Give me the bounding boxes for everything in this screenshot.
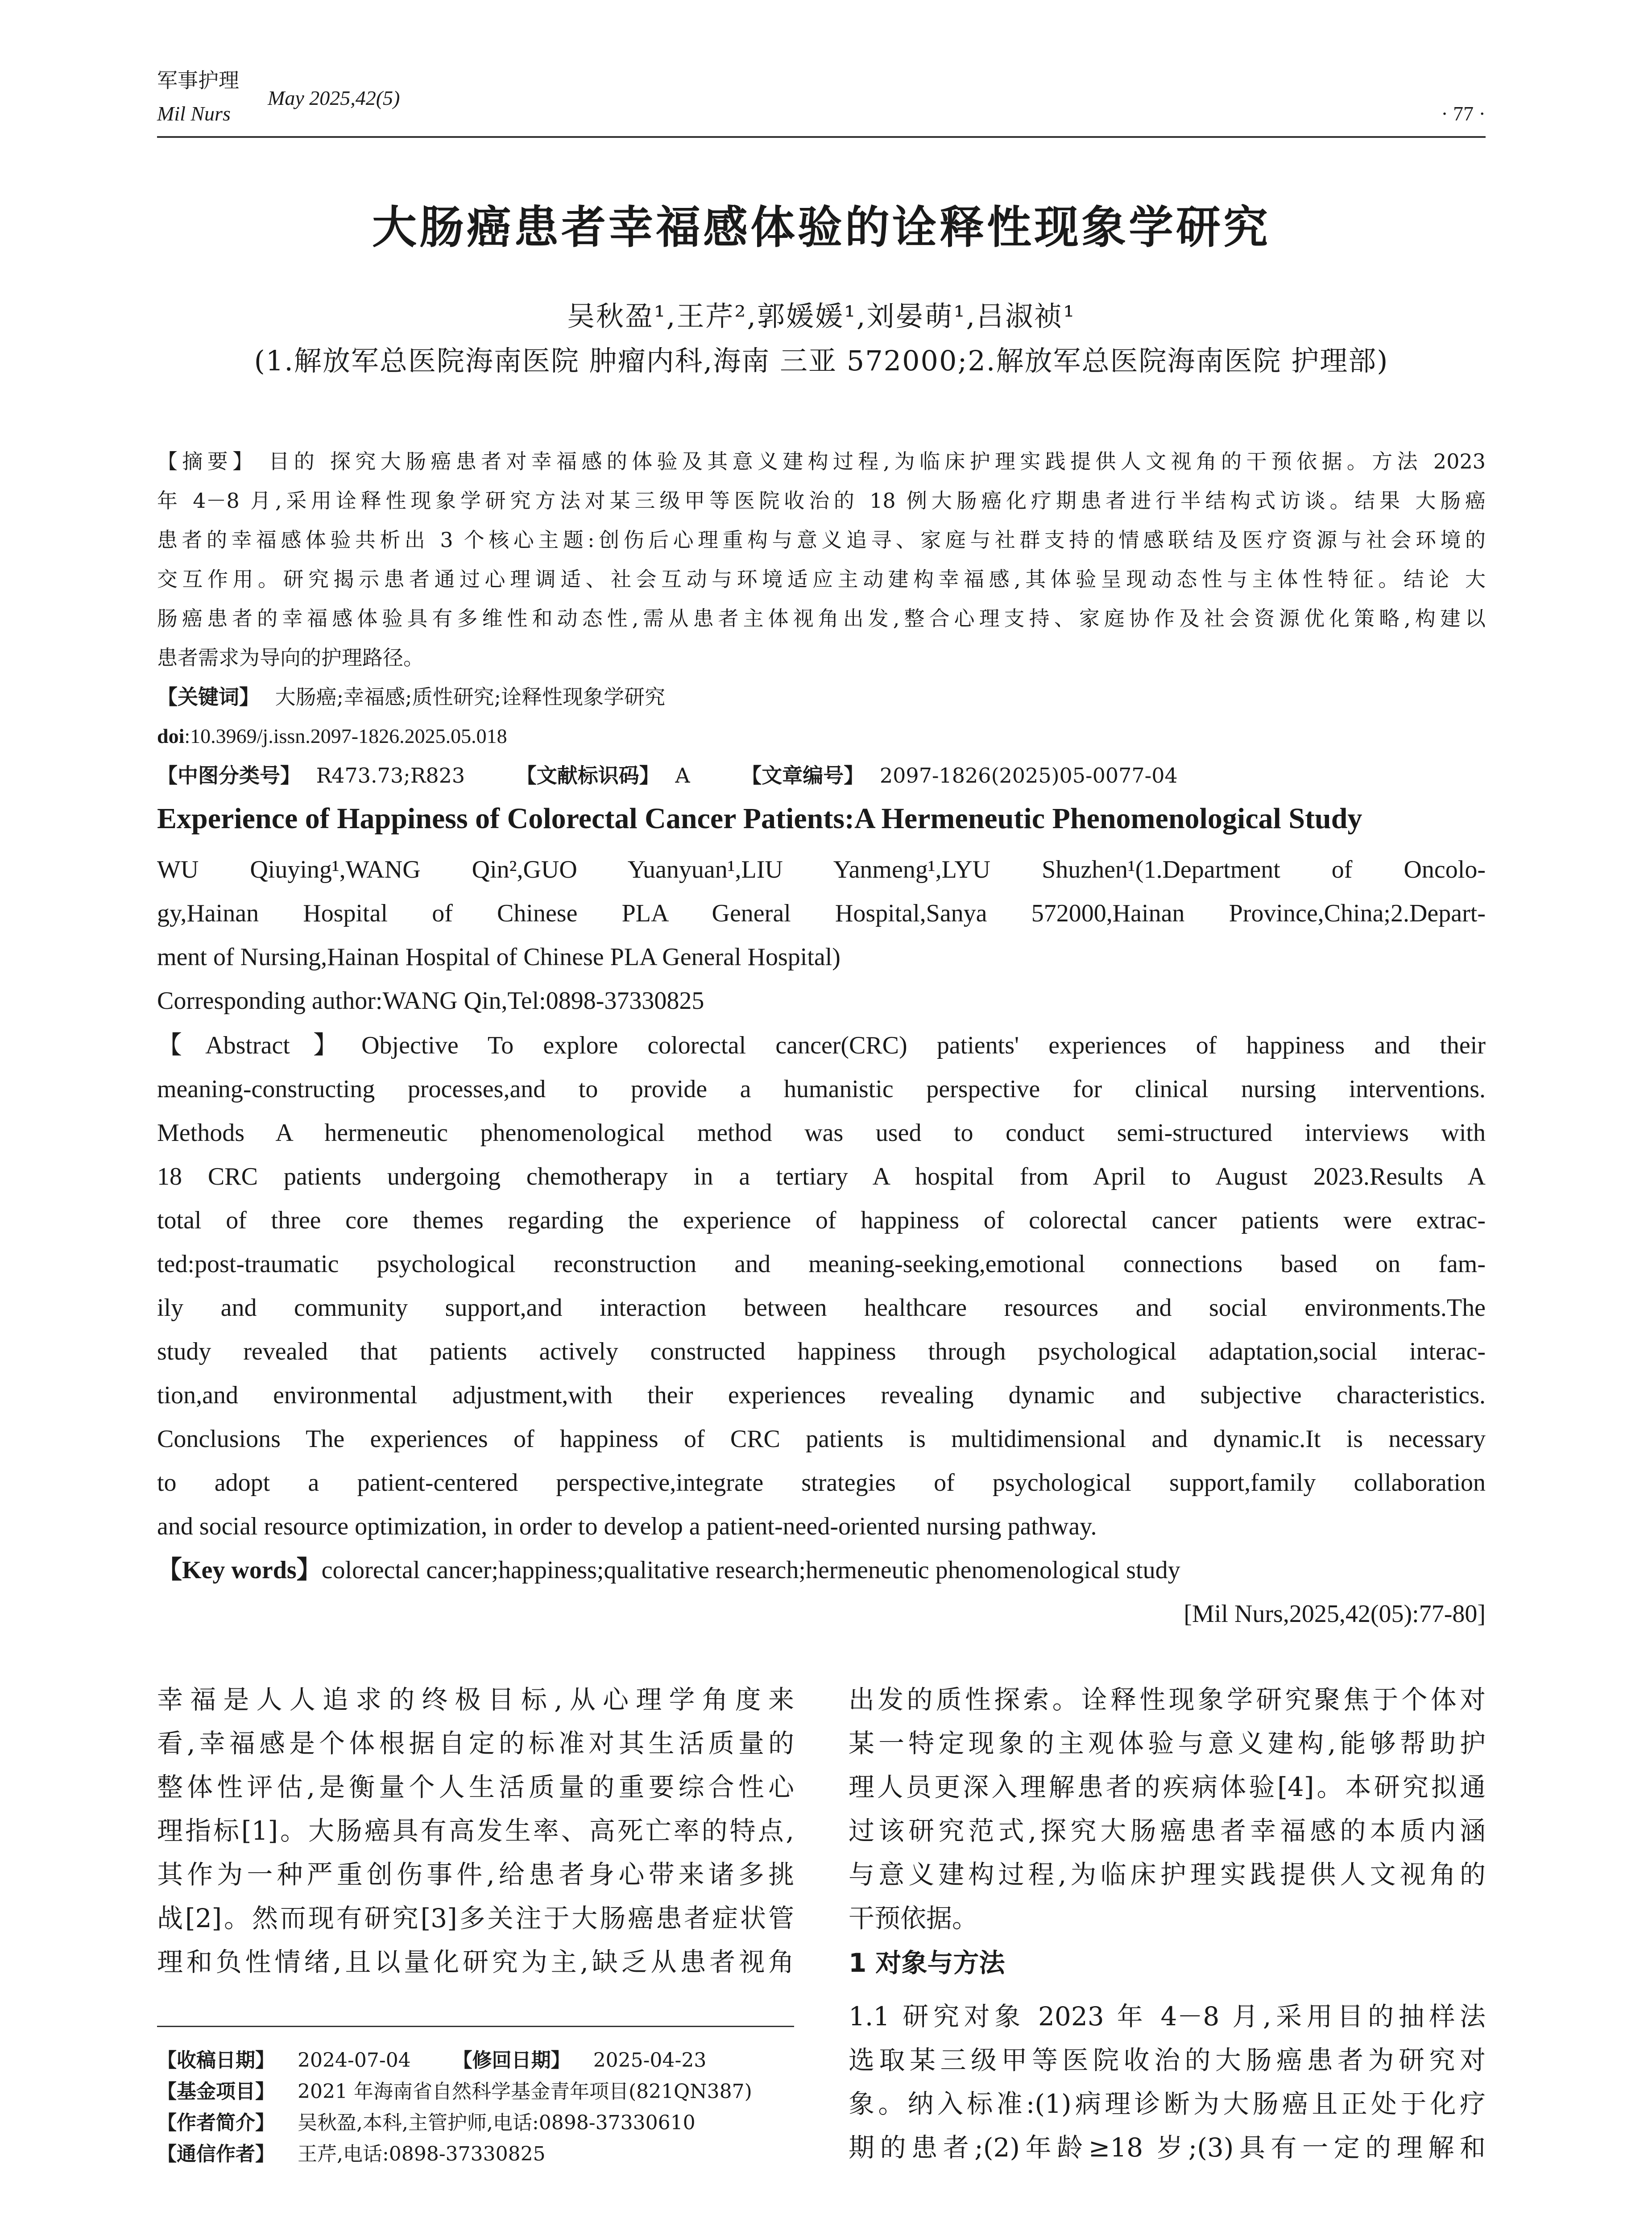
doc-code-label: 【文献标识码】 <box>516 763 660 788</box>
authors-cn: 吴秋盈¹,王芹²,郭媛媛¹,刘晏萌¹,吕淑祯¹ <box>567 300 1076 332</box>
abstract-en-line: study revealed that patients actively constructed happiness through psychological adaptation,social interac- <box>157 1338 1486 1365</box>
body-right-line: 期的患者;(2)年龄≥18 岁;(3)具有一定的理解和 <box>849 2132 1486 2163</box>
author-bio-value: 吴秋盈,本科,主管护师,电话:0898-37330610 <box>298 2111 696 2134</box>
article-no-label: 【文章编号】 <box>741 763 865 788</box>
revised-date: 2025-04-23 <box>593 2049 707 2072</box>
corresponding-value: 王芹,电话:0898-37330825 <box>298 2143 546 2165</box>
affiliations-cn: (1.解放军总医院海南医院 肿瘤内科,海南 三亚 572000;2.解放军总医院海南医院 护理部) <box>254 344 1389 377</box>
citation: [Mil Nurs,2025,42(05):77-80] <box>1184 1600 1486 1628</box>
abstract-cn-line: 患者需求为导向的护理路径。 <box>157 646 424 670</box>
fund-label: 【基金项目】 <box>157 2080 275 2103</box>
keywords-cn-label: 【关键词】 <box>157 685 260 709</box>
body-right-line: 某一特定现象的主观体验与意义建构,能够帮助护 <box>849 1728 1486 1758</box>
footnote-corresponding <box>157 2140 794 2169</box>
received-label: 【收稿日期】 <box>157 2049 275 2072</box>
body-right-line: 选取某三级甲等医院收治的大肠癌患者为研究对 <box>849 2045 1486 2075</box>
authors-en-line: gy,Hainan Hospital of Chinese PLA General Hospital,Sanya 572000,Hainan Province,China;2.Depart- <box>157 900 1486 927</box>
doi-row <box>157 721 507 751</box>
journal-abbr: Mil Nurs <box>157 102 231 125</box>
abstract-en-line: to adopt a patient-centered perspective,integrate strategies of psychological support,family collaboration <box>157 1469 1486 1497</box>
abstract-cn-line: 【摘要】 目的 探究大肠癌患者对幸福感的体验及其意义建构过程,为临床护理实践提供人文视角的干预依据。方法 2023 <box>157 449 1486 473</box>
abstract-en-line: and social resource optimization, in order to develop a patient-need-oriented nursing pathway. <box>157 1513 1097 1540</box>
abstract-en-line: 18 CRC patients undergoing chemotherapy in a tertiary A hospital from April to August 2023.Results A <box>157 1163 1486 1190</box>
body-left-line: 战[2]。然而现有研究[3]多关注于大肠癌患者症状管 <box>157 1903 794 1933</box>
article-title-en: Experience of Happiness of Colorectal Cancer Patients:A Hermeneutic Phenomenological Study <box>157 802 1362 835</box>
corresponding-label: 【通信作者】 <box>157 2143 275 2165</box>
issue-info: May 2025,42(5) <box>268 87 400 109</box>
keywords-en-label: 【Key words】 <box>157 1556 322 1584</box>
footnote-rule <box>157 2026 794 2027</box>
abstract-en-line: Conclusions The experiences of happiness of CRC patients is multidimensional and dynamic.It is necessary <box>157 1425 1486 1453</box>
clc-label: 【中图分类号】 <box>157 763 301 788</box>
doi-value: :10.3969/j.issn.2097-1826.2025.05.018 <box>184 725 507 747</box>
abstract-en-line: Methods A hermeneutic phenomenological method was used to conduct semi-structured interviews with <box>157 1119 1486 1147</box>
abstract-cn-line: 年 4－8 月,采用诠释性现象学研究方法对某三级甲等医院收治的 18 例大肠癌化疗期患者进行半结构式访谈。结果 大肠癌 <box>157 489 1486 513</box>
body-right-line: 过该研究范式,探究大肠癌患者幸福感的本质内涵 <box>849 1816 1486 1846</box>
page-number: · 77 · <box>1441 102 1486 125</box>
clc-value: R473.73;R823 <box>316 763 465 788</box>
article-no-value: 2097-1826(2025)05-0077-04 <box>879 763 1178 788</box>
abstract-en-line: tion,and environmental adjustment,with their experiences revealing dynamic and subjective characteristics. <box>157 1381 1486 1409</box>
body-right-line: 干预依据。 <box>849 1903 978 1933</box>
body-right-line: 象。纳入标准:(1)病理诊断为大肠癌且正处于化疗 <box>849 2089 1486 2119</box>
body-left-line: 其作为一种严重创伤事件,给患者身心带来诸多挑 <box>157 1859 794 1890</box>
author-bio-label: 【作者简介】 <box>157 2111 275 2134</box>
body-right-line: 1.1 研究对象 2023 年 4－8 月,采用目的抽样法 <box>849 2001 1486 2032</box>
revised-label: 【修回日期】 <box>452 2049 571 2072</box>
body-left-line: 幸福是人人追求的终极目标,从心理学角度来 <box>157 1684 794 1715</box>
body-right-line: 出发的质性探索。诠释性现象学研究聚焦于个体对 <box>849 1684 1486 1715</box>
footnote-fund <box>157 2077 794 2107</box>
keywords-en: colorectal cancer;happiness;qualitative research;hermeneutic phenomenological study <box>321 1556 1180 1584</box>
abstract-en-line: ily and community support,and interaction between healthcare resources and social environments.The <box>157 1294 1486 1322</box>
keywords-cn: 大肠癌;幸福感;质性研究;诠释性现象学研究 <box>275 685 666 709</box>
doc-code-value: A <box>675 763 690 788</box>
corresponding-author-en: Corresponding author:WANG Qin,Tel:0898-37330825 <box>157 987 704 1015</box>
classification-row <box>157 760 1178 791</box>
abstract-en-line: total of three core themes regarding the experience of happiness of colorectal cancer patients were extrac- <box>157 1207 1486 1234</box>
abstract-en-line: 【Abstract】Objective To explore colorectal cancer(CRC) patients' experiences of happiness and their <box>157 1032 1486 1059</box>
body-right-line: 理人员更深入理解患者的疾病体验[4]。本研究拟通 <box>849 1772 1486 1802</box>
keywords-cn-row <box>157 682 665 712</box>
body-left-line: 看,幸福感是个体根据自定的标准对其生活质量的 <box>157 1728 794 1758</box>
received-date: 2024-07-04 <box>298 2049 411 2072</box>
keywords-en-row <box>157 1548 1486 1592</box>
body-right-line: 与意义建构过程,为临床护理实践提供人文视角的 <box>849 1859 1486 1890</box>
journal-name-cn: 军事护理 <box>157 68 239 92</box>
body-left-line: 理指标[1]。大肠癌具有高发生率、高死亡率的特点, <box>157 1816 794 1846</box>
body-left-line: 理和负性情绪,且以量化研究为主,缺乏从患者视角 <box>157 1947 794 1977</box>
article-title-cn: 大肠癌患者幸福感体验的诠释性现象学研究 <box>372 201 1271 253</box>
abstract-cn-line: 交互作用。研究揭示患者通过心理调适、社会互动与环境适应主动建构幸福感,其体验呈现动态性与主体性特征。结论 大 <box>157 567 1486 591</box>
authors-en-line: ment of Nursing,Hainan Hospital of Chinese PLA General Hospital) <box>157 943 840 971</box>
abstract-cn-line: 患者的幸福感体验共析出 3 个核心主题:创伤后心理重构与意义追寻、家庭与社群支持的情感联结及医疗资源与社会环境的 <box>157 528 1486 552</box>
section-heading: 1 对象与方法 <box>849 1948 1005 1978</box>
abstract-cn-line: 肠癌患者的幸福感体验具有多维性和动态性,需从患者主体视角出发,整合心理支持、家庭协作及社会资源优化策略,构建以 <box>157 606 1486 630</box>
doi-label: doi <box>157 725 185 747</box>
footnote-dates <box>157 2046 794 2075</box>
body-left-line: 整体性评估,是衡量个人生活质量的重要综合性心 <box>157 1772 794 1802</box>
abstract-en-line: ted:post-traumatic psychological reconstruction and meaning-seeking,emotional connections based on fam- <box>157 1250 1486 1278</box>
authors-en-line: WU Qiuying¹,WANG Qin²,GUO Yuanyuan¹,LIU Yanmeng¹,LYU Shuzhen¹(1.Department of Oncolo- <box>157 856 1486 883</box>
footnote-author <box>157 2108 794 2138</box>
abstract-en-line: meaning-constructing processes,and to provide a humanistic perspective for clinical nursing interventions. <box>157 1075 1486 1103</box>
fund-value: 2021 年海南省自然科学基金青年项目(821QN387) <box>298 2080 752 2103</box>
header-rule <box>157 136 1486 138</box>
